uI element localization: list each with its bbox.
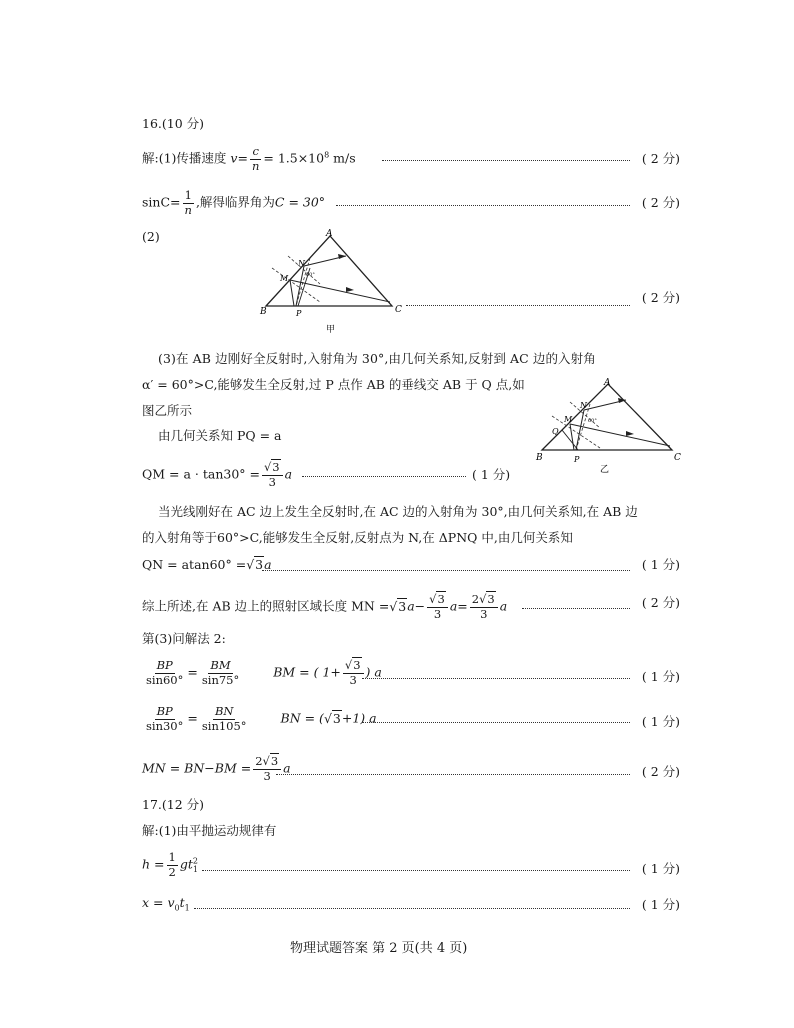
angle-label: 60° [306, 272, 315, 278]
point-label-M: M [564, 415, 573, 424]
q17-h-line: h = $\frac{1}{2}$ $gt^2_1$ [142, 850, 199, 879]
score-label: ( 1 分) [641, 897, 680, 912]
leader-dots [302, 476, 466, 477]
figure-caption-yi: 乙 [600, 465, 610, 475]
point-label-N: N [580, 401, 587, 410]
score-label: ( 1 分) [472, 467, 511, 482]
score-label: ( 2 分) [641, 151, 680, 166]
score-label: ( 2 分) [641, 195, 680, 210]
q16-ac-line1: 当光线刚好在 AC 边上发生全反射时,在 AC 边的入射角为 30°,由几何关系知,在 AB 边 [158, 504, 638, 519]
leader-dots [362, 722, 630, 723]
point-label-M: M [280, 274, 289, 283]
fraction-2root3-over-3: $\frac{2√ 3}{3}$ [470, 594, 498, 620]
fraction-bp-over-sin30: $\frac{BP}{\sin 30^\circ}$ [146, 704, 184, 733]
q16-part1-line: 解:(1)传播速度 v= $\frac{c}{n}$ = $1.5\times 10^8$ m/s [142, 144, 356, 173]
q16-pq-line: 由几何关系知 PQ = a [158, 428, 282, 443]
vertex-label-C: C [674, 453, 681, 463]
q16-ac-line2: 的入射角等于60°>C,能够发生全反射,反射点为 N,在 ΔPNQ 中,由几何关系知 [142, 530, 573, 545]
leader-dots [522, 608, 630, 609]
point-label-Q: Q [552, 427, 559, 436]
vertex-label-B: B [260, 307, 267, 317]
leader-dots [276, 774, 630, 775]
leader-dots [194, 908, 630, 909]
q16-qn-line: QN = atan60° =√ 3a [142, 556, 272, 574]
angle-label: 60° [588, 418, 597, 424]
vertex-label-A: A [326, 229, 333, 239]
fraction-1-over-2: $\frac{1}{2}$ [168, 850, 176, 879]
vertex-label-C: C [395, 305, 402, 315]
q16-mn-line: MN = BN−BM = $\frac{2√ 3}{3}$ a [142, 756, 291, 782]
vertex-label-B: B [536, 453, 543, 463]
score-label: ( 1 分) [641, 669, 680, 684]
vertex-label-A: A [604, 378, 611, 388]
leader-dots [202, 870, 630, 871]
figure-yi [528, 376, 694, 476]
fraction-bm-over-sin75: $\frac{BM}{\sin 75^\circ}$ [201, 658, 240, 687]
leader-dots [382, 160, 630, 161]
point-label-P: P [574, 455, 580, 464]
q16-part3-line1: (3)在 AB 边刚好全反射时,入射角为 30°,由几何关系知,反射到 AC 边的入射角 [158, 351, 596, 366]
point-label-N: N [298, 259, 305, 268]
leader-dots [336, 205, 630, 206]
leader-dots [262, 570, 630, 571]
leader-dots [362, 678, 630, 679]
score-label: ( 1 分) [641, 861, 680, 876]
score-label: ( 2 分) [641, 764, 680, 779]
q16-part3-line2: α′ = 60°>C,能够发生全反射,过 P 点作 AB 的垂线交 AB 于 Q 点,如 [142, 377, 525, 392]
q16-ratio-bm-line: $\frac{BP}{\sin 60^\circ}$ = $\frac{BM}{\sin 75^\circ}$ BM = ( 1+ √ $\frac{3}{3}$ ) a [142, 660, 382, 686]
fraction-bp-over-sin60: $\frac{BP}{\sin 60^\circ}$ [146, 658, 184, 687]
score-label: ( 2 分) [641, 595, 680, 610]
point-label-P: P [296, 309, 302, 318]
fraction-root3-over-3: √ $\frac{3}{3}$ [262, 462, 283, 488]
fraction-2root3-over-3: $\frac{2√ 3}{3}$ [253, 756, 281, 782]
q16-method2-label: 第(3)问解法 2: [142, 631, 226, 646]
q17-part1: 解:(1)由平抛运动规律有 [142, 823, 277, 838]
q16-qm-line: QM = a · tan30° = √ $\frac{3}{3}$ a [142, 462, 292, 488]
score-label: ( 1 分) [641, 714, 680, 729]
q16-title: 16.(10 分) [142, 116, 205, 131]
q17-x-line: $x = v_0t_1$ [142, 895, 190, 913]
q16-ratio-bn-line: $\frac{BP}{\sin 30^\circ}$ = $\frac{BN}{\sin 105^\circ}$ BN = (√ 3+1) a [142, 706, 377, 732]
q17-title: 17.(12 分) [142, 797, 205, 812]
page-footer: 物理试题答案 第 2 页(共 4 页) [290, 941, 468, 956]
fraction-root3-over-3: √ $\frac{3}{3}$ [343, 660, 364, 686]
score-label: ( 1 分) [641, 557, 680, 572]
q16-part3-line3: 图乙所示 [142, 403, 193, 418]
figure-jia [250, 226, 410, 336]
fraction-root3-over-3: √ $\frac{3}{3}$ [427, 594, 448, 620]
leader-dots [406, 305, 630, 306]
fraction-c-over-n: $\frac{c}{n}$ [251, 144, 260, 173]
q16-summary-line: 综上所述,在 AB 边上的照射区域长度 MN =√ 3a− √ $\frac{3}{3}$ a= $\frac{2√ 3}{3}$ a [142, 594, 507, 620]
fraction-1-over-n: $\frac{1}{n}$ [184, 188, 192, 217]
q16-sinC-line: sinC= $\frac{1}{n}$ ,解得临界角为C = 30° [142, 188, 326, 217]
q16-part2-label: (2) [142, 229, 160, 244]
score-label: ( 2 分) [641, 290, 680, 305]
figure-caption-jia: 甲 [326, 325, 336, 335]
fraction-bn-over-sin105: $\frac{BN}{\sin 105^\circ}$ [201, 704, 247, 733]
